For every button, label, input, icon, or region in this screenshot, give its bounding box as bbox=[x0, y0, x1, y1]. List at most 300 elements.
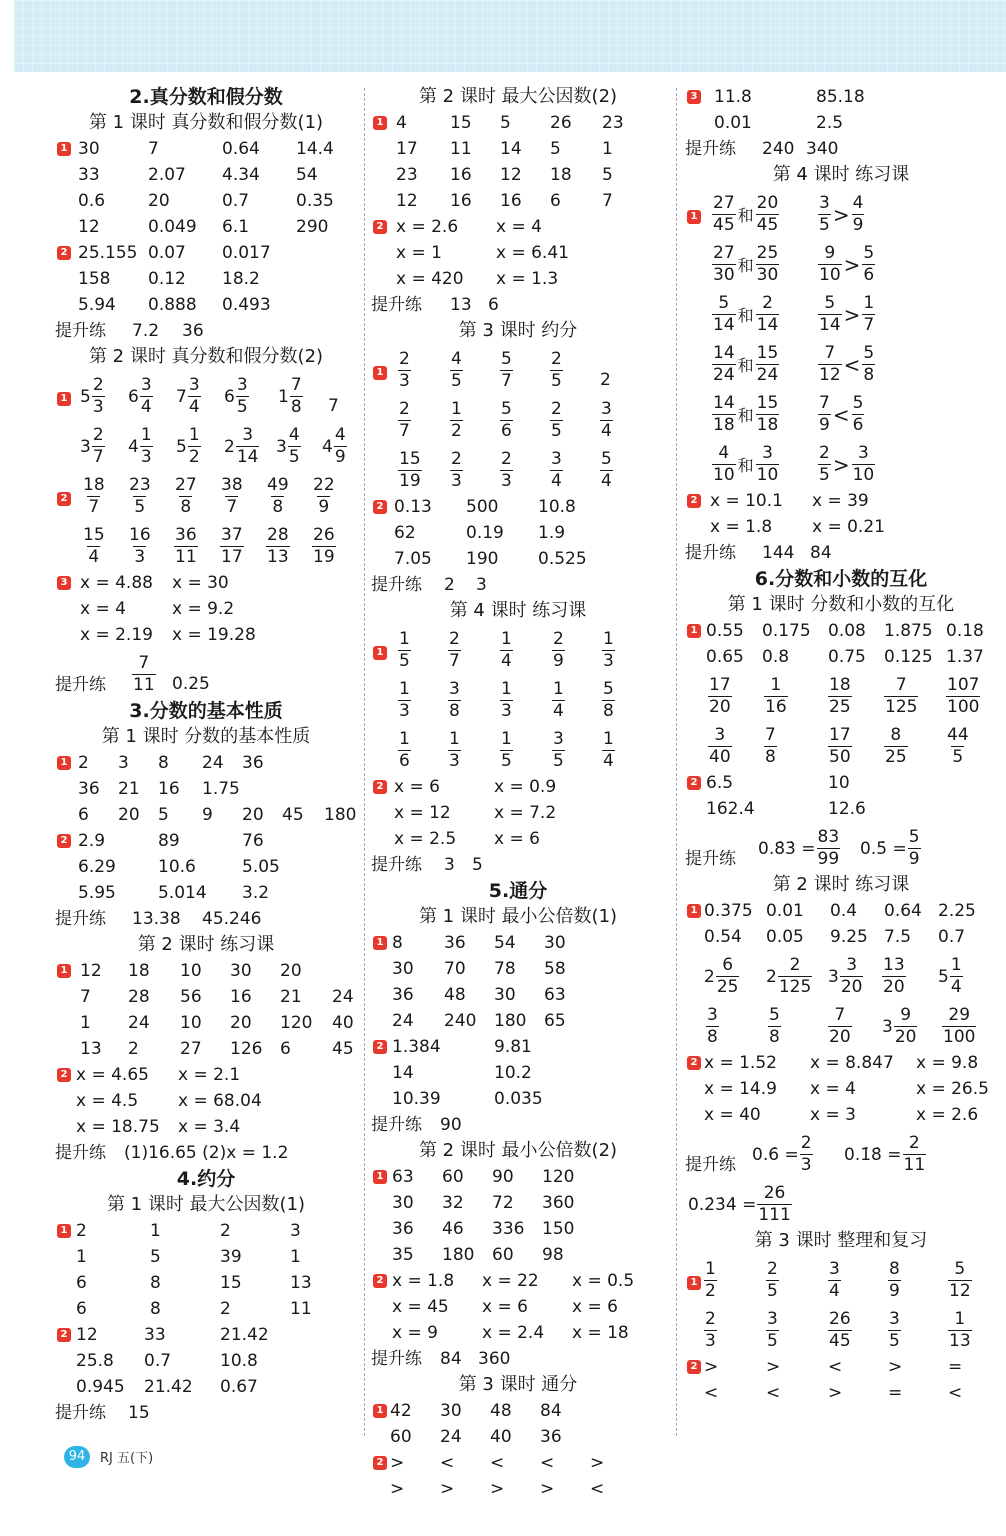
fraction bbox=[600, 451, 613, 490]
denominator: 100 bbox=[947, 697, 980, 717]
denominator: 9 bbox=[318, 497, 330, 517]
fraction bbox=[778, 957, 812, 996]
answer-value: 12 bbox=[76, 1325, 98, 1345]
answer-value: 27 bbox=[180, 1039, 202, 1059]
answer-row bbox=[682, 1178, 1000, 1228]
answer-value: 84 bbox=[540, 1401, 562, 1421]
answer-row bbox=[368, 394, 668, 444]
answer-value: 84 bbox=[810, 543, 832, 563]
numerator: 16 bbox=[129, 525, 151, 545]
question-number-badge: 1 bbox=[687, 624, 701, 638]
numerator: 20 bbox=[756, 193, 779, 213]
numerator: 2 bbox=[553, 629, 564, 649]
answer-row bbox=[52, 1322, 360, 1348]
denominator: 5 bbox=[553, 751, 564, 771]
answer-row bbox=[368, 674, 668, 724]
answer-row bbox=[368, 572, 668, 598]
answer-value: 4.34 bbox=[222, 165, 260, 185]
answer-cell bbox=[220, 477, 244, 516]
whole-part: 3 bbox=[828, 966, 839, 987]
numerator: 1 bbox=[399, 729, 410, 749]
answer-value: x = 4.65 bbox=[76, 1065, 149, 1085]
fraction bbox=[550, 401, 563, 440]
answer-row bbox=[368, 1476, 668, 1502]
answer-value: 7.5 bbox=[884, 927, 912, 947]
answer-row bbox=[682, 1254, 1000, 1304]
denominator: 30 bbox=[756, 265, 779, 285]
denominator: 25 bbox=[829, 697, 851, 717]
fraction bbox=[236, 427, 260, 466]
denominator: 9 bbox=[908, 849, 920, 869]
answer-row bbox=[682, 540, 1000, 566]
answer-cell bbox=[322, 427, 347, 466]
answer-value: 18.2 bbox=[222, 269, 260, 289]
answer-value: 17 bbox=[396, 139, 418, 159]
section-title: 6.分数和小数的互化 bbox=[754, 568, 928, 590]
answer-cell bbox=[176, 377, 201, 416]
answer-value: 1.9 bbox=[538, 523, 566, 543]
fraction bbox=[128, 477, 152, 516]
answer-value: 120 bbox=[280, 1013, 313, 1033]
denominator: 2 bbox=[705, 1281, 716, 1301]
answer-value: > bbox=[540, 1479, 555, 1499]
answer-value: 89 bbox=[158, 831, 180, 851]
numerator: 26 bbox=[829, 1309, 851, 1329]
denominator: 7 bbox=[449, 651, 460, 671]
numerator: 14 bbox=[713, 343, 735, 363]
fraction bbox=[948, 1311, 972, 1350]
answer-value: 1 bbox=[150, 1221, 161, 1241]
answer-row bbox=[682, 438, 1000, 488]
column-divider bbox=[676, 88, 677, 1436]
answer-value: 240 bbox=[444, 1011, 477, 1031]
denominator: 3 bbox=[134, 547, 146, 567]
question-number-badge: 2 bbox=[373, 1040, 387, 1054]
answer-value: 28 bbox=[128, 987, 150, 1007]
answer-value: 8 bbox=[158, 753, 169, 773]
fraction bbox=[704, 1261, 717, 1300]
answer-value: 0.67 bbox=[220, 1377, 258, 1397]
whole-part: 3 bbox=[80, 436, 91, 457]
denominator: 14 bbox=[713, 315, 735, 335]
denominator: 8 bbox=[272, 497, 284, 517]
fraction bbox=[818, 295, 842, 334]
answer-value: 0.01 bbox=[714, 113, 752, 133]
answer-cell bbox=[128, 427, 153, 466]
answer-row bbox=[682, 388, 1000, 438]
answer-row bbox=[682, 84, 1000, 110]
answer-value: 5 bbox=[150, 1247, 161, 1267]
answer-value: 12 bbox=[80, 961, 102, 981]
answer-value: 12 bbox=[78, 217, 100, 237]
practice-label: 提升练 bbox=[55, 675, 106, 695]
numerator: 5 bbox=[863, 243, 875, 263]
answer-row bbox=[368, 162, 668, 188]
fraction bbox=[312, 477, 336, 516]
answer-value: 2.25 bbox=[938, 901, 976, 921]
answer-value: x = 39 bbox=[812, 491, 869, 511]
denominator: 7 bbox=[88, 497, 100, 517]
answer-value: 12.6 bbox=[828, 799, 866, 819]
fraction bbox=[884, 727, 908, 766]
answer-value: 40 bbox=[332, 1013, 354, 1033]
denominator: 40 bbox=[709, 747, 731, 767]
denominator: 19 bbox=[399, 471, 421, 491]
answer-cell bbox=[946, 727, 970, 766]
answer-cell bbox=[450, 401, 463, 440]
practice-label: 提升练 bbox=[685, 1155, 736, 1175]
answer-value: 60 bbox=[390, 1427, 412, 1447]
answer-value: x = 0.9 bbox=[494, 777, 557, 797]
answer-cell bbox=[398, 451, 422, 490]
answer-value: 8 bbox=[150, 1273, 161, 1293]
fraction bbox=[768, 1007, 781, 1046]
numerator: 1 bbox=[553, 679, 564, 699]
answer-value: 18 bbox=[128, 961, 150, 981]
answer-value: 13 bbox=[80, 1039, 102, 1059]
answer-row bbox=[682, 1128, 1000, 1178]
answer-row bbox=[368, 266, 668, 292]
practice-label: 提升练 bbox=[55, 1403, 106, 1423]
answer-value: 11 bbox=[290, 1299, 312, 1319]
denominator: 3 bbox=[603, 651, 614, 671]
denominator: 5 bbox=[952, 747, 964, 767]
fraction bbox=[894, 1007, 918, 1046]
question-number-badge: 1 bbox=[57, 756, 71, 770]
fraction bbox=[828, 1311, 852, 1350]
answer-value: 30 bbox=[494, 985, 516, 1005]
column-divider bbox=[364, 88, 365, 1436]
answer-value: x = 1.3 bbox=[496, 269, 559, 289]
numerator: 3 bbox=[551, 449, 562, 469]
answer-value: 9.25 bbox=[830, 927, 868, 947]
fraction bbox=[500, 351, 513, 390]
answer-row bbox=[368, 724, 668, 774]
denominator: 4 bbox=[188, 397, 200, 417]
numerator: 83 bbox=[817, 827, 840, 847]
answer-cell bbox=[174, 527, 198, 566]
answer-cell bbox=[448, 631, 461, 670]
answer-row bbox=[682, 822, 1000, 872]
denominator: 3 bbox=[399, 371, 410, 391]
answer-row bbox=[368, 1060, 668, 1086]
answer-value: 5 bbox=[550, 139, 561, 159]
question-number-badge: 1 bbox=[57, 964, 71, 978]
denominator: 4 bbox=[88, 547, 100, 567]
answer-value: 36 bbox=[392, 985, 414, 1005]
answer-value: 30 bbox=[78, 139, 100, 159]
fraction bbox=[757, 1185, 791, 1224]
denominator: 16 bbox=[765, 697, 787, 717]
answer-cell bbox=[818, 245, 875, 284]
answer-value: 48 bbox=[490, 1401, 512, 1421]
answer-cell bbox=[550, 451, 563, 490]
numerator: 8 bbox=[889, 1259, 900, 1279]
fraction bbox=[862, 345, 875, 384]
answer-value: 23 bbox=[602, 113, 624, 133]
answer-value: 2 bbox=[220, 1221, 231, 1241]
answer-value: 20 bbox=[242, 805, 264, 825]
numerator: 15 bbox=[83, 525, 105, 545]
answer-cell bbox=[132, 655, 156, 694]
answer-row bbox=[368, 188, 668, 214]
denominator: 4 bbox=[603, 751, 614, 771]
answer-cell bbox=[266, 527, 290, 566]
question-number-badge: 2 bbox=[687, 1360, 701, 1374]
answer-row bbox=[682, 670, 1000, 720]
denominator: 5 bbox=[767, 1331, 778, 1351]
denominator: 20 bbox=[883, 977, 905, 997]
answer-value: 20 bbox=[118, 805, 140, 825]
answer-cell bbox=[882, 957, 906, 996]
fraction bbox=[828, 1007, 852, 1046]
numerator: 1 bbox=[501, 679, 512, 699]
denominator: 10 bbox=[756, 465, 779, 485]
numerator: 3 bbox=[819, 193, 830, 213]
question-number-badge: 1 bbox=[373, 936, 387, 950]
answer-value: 5 bbox=[500, 113, 511, 133]
answer-cell bbox=[818, 295, 875, 334]
numerator: 1 bbox=[399, 679, 410, 699]
answer-value: 7 bbox=[80, 987, 91, 1007]
denominator: 5 bbox=[134, 497, 146, 517]
answer-value: 39 bbox=[220, 1247, 242, 1267]
answer-value: 1 bbox=[290, 1247, 301, 1267]
whole-part: 6 bbox=[128, 386, 139, 407]
question-number-badge: 1 bbox=[57, 142, 71, 156]
whole-part: 3 bbox=[882, 1016, 893, 1037]
answer-value: 60 bbox=[442, 1167, 464, 1187]
answer-value: x = 6 bbox=[482, 1297, 528, 1317]
denominator: 4 bbox=[140, 397, 152, 417]
question-number-badge: 2 bbox=[687, 494, 701, 508]
fraction bbox=[764, 677, 788, 716]
answer-row bbox=[52, 370, 360, 420]
answer-value: x = 3.4 bbox=[178, 1117, 241, 1137]
lesson-heading: 第 2 课时 最大公因数(2) bbox=[418, 86, 618, 107]
answer-value: 0.64 bbox=[222, 139, 260, 159]
answer-value: 2.5 bbox=[816, 113, 844, 133]
answer-column-2 bbox=[368, 84, 668, 1502]
answer-cell bbox=[550, 401, 563, 440]
whole-part: 6 bbox=[224, 386, 235, 407]
answer-row bbox=[368, 1268, 668, 1294]
fraction bbox=[220, 477, 244, 516]
denominator: 3 bbox=[501, 471, 512, 491]
question-number-badge: 1 bbox=[373, 116, 387, 130]
answer-value: 0.64 bbox=[884, 901, 922, 921]
fraction bbox=[602, 731, 615, 770]
denominator: 8 bbox=[449, 701, 460, 721]
lesson-heading: 第 1 课时 分数的基本性质 bbox=[101, 726, 311, 747]
fraction bbox=[550, 451, 563, 490]
numerator: 1 bbox=[954, 1309, 966, 1329]
numerator: 2 bbox=[800, 1133, 812, 1153]
answer-row bbox=[52, 420, 360, 470]
fraction bbox=[828, 677, 852, 716]
answer-value: 4 bbox=[396, 113, 407, 133]
denominator: 11 bbox=[133, 675, 155, 695]
answer-row bbox=[368, 774, 668, 800]
answer-value: 36 bbox=[444, 933, 466, 953]
answer-row bbox=[682, 110, 1000, 136]
answer-row bbox=[682, 770, 1000, 796]
denominator: 20 bbox=[709, 697, 731, 717]
whole-part: 5 bbox=[176, 436, 187, 457]
numerator: 5 bbox=[769, 1005, 780, 1025]
answer-value: 3.2 bbox=[242, 883, 270, 903]
answer-value: 24 bbox=[440, 1427, 462, 1447]
answer-cell bbox=[712, 245, 779, 284]
denominator: 4 bbox=[829, 1281, 840, 1301]
answer-value: x = 1.8 bbox=[392, 1271, 455, 1291]
practice-label: 提升练 bbox=[685, 849, 736, 869]
answer-cell bbox=[552, 631, 565, 670]
answer-cell bbox=[818, 345, 875, 384]
fraction bbox=[220, 527, 244, 566]
denominator: 7 bbox=[226, 497, 238, 517]
question-number-badge: 1 bbox=[687, 1276, 701, 1290]
question-number-badge: 2 bbox=[373, 500, 387, 514]
answer-value: 6 bbox=[76, 1299, 87, 1319]
answer-value: 0.01 bbox=[766, 901, 804, 921]
answer-cell bbox=[128, 527, 152, 566]
fraction bbox=[712, 295, 736, 334]
answer-cell bbox=[602, 731, 615, 770]
answer-row bbox=[682, 720, 1000, 770]
answer-cell bbox=[712, 395, 779, 434]
answer-value: 3 bbox=[444, 855, 455, 875]
answer-value: > bbox=[490, 1479, 505, 1499]
fraction bbox=[946, 727, 970, 766]
answer-value: 11.8 bbox=[714, 87, 752, 107]
fraction bbox=[942, 1007, 976, 1046]
answer-value: < bbox=[828, 1357, 843, 1377]
answer-row bbox=[682, 136, 1000, 162]
answer-value: 0.55 bbox=[706, 621, 744, 641]
answer-cell bbox=[552, 681, 565, 720]
practice-label: 提升练 bbox=[685, 543, 736, 563]
answer-row bbox=[368, 240, 668, 266]
answer-value: 33 bbox=[78, 165, 100, 185]
answer-row bbox=[52, 750, 360, 776]
answer-row bbox=[52, 1062, 360, 1088]
answer-cell bbox=[448, 681, 461, 720]
answer-value: 10.39 bbox=[392, 1089, 441, 1109]
answer-row bbox=[682, 1354, 1000, 1380]
answer-value: x = 3 bbox=[810, 1105, 856, 1125]
answer-value: 25.8 bbox=[76, 1351, 114, 1371]
denominator: 9 bbox=[334, 447, 346, 467]
answer-value: 240 bbox=[762, 139, 795, 159]
numerator: 7 bbox=[824, 343, 836, 363]
answer-cell bbox=[818, 395, 864, 434]
answer-value: x = 420 bbox=[396, 269, 464, 289]
numerator: 5 bbox=[824, 293, 836, 313]
fraction bbox=[398, 681, 411, 720]
fraction bbox=[550, 351, 563, 390]
answer-value: < bbox=[440, 1453, 455, 1473]
answer-row bbox=[52, 136, 360, 162]
denominator: 5 bbox=[236, 397, 248, 417]
whole-part: 0.5̇ = bbox=[860, 838, 907, 859]
answer-row bbox=[368, 136, 668, 162]
answer-cell bbox=[224, 377, 249, 416]
answer-cell bbox=[500, 401, 513, 440]
question-number-badge: 2 bbox=[373, 780, 387, 794]
answer-cell bbox=[888, 1311, 901, 1350]
answer-value: 36 bbox=[182, 321, 204, 341]
whole-part: 2 bbox=[766, 966, 777, 987]
section-title: 3.分数的基本性质 bbox=[129, 700, 283, 722]
fraction bbox=[92, 427, 105, 466]
lesson-heading: 第 4 课时 练习课 bbox=[772, 164, 910, 185]
denominator: 45 bbox=[756, 215, 779, 235]
fraction bbox=[266, 477, 290, 516]
fraction bbox=[888, 1311, 901, 1350]
answer-value: 126 bbox=[230, 1039, 263, 1059]
fraction bbox=[756, 445, 780, 484]
fraction bbox=[500, 401, 513, 440]
practice-label: 提升练 bbox=[371, 1115, 422, 1135]
denominator: 50 bbox=[829, 747, 851, 767]
answer-value: 0.25 bbox=[172, 674, 210, 694]
denominator: 6 bbox=[501, 421, 512, 441]
answer-value: 6.5 bbox=[706, 773, 734, 793]
fraction bbox=[448, 731, 461, 770]
fraction bbox=[552, 631, 565, 670]
numerator: 3 bbox=[140, 375, 152, 395]
answer-value: 0.18 bbox=[946, 621, 984, 641]
fraction bbox=[174, 477, 198, 516]
numerator: 49 bbox=[267, 475, 289, 495]
denominator: 11 bbox=[903, 1155, 926, 1175]
answer-value: x = 14.9 bbox=[704, 1079, 777, 1099]
answer-value: x = 2.19 bbox=[80, 625, 153, 645]
numerator: 18 bbox=[829, 675, 851, 695]
answer-cell bbox=[706, 1007, 719, 1046]
answer-cell bbox=[398, 401, 411, 440]
answer-row bbox=[368, 1294, 668, 1320]
answer-cell bbox=[398, 631, 411, 670]
answer-value: 0.08 bbox=[828, 621, 866, 641]
denominator: 7 bbox=[399, 421, 410, 441]
answer-value: 2 bbox=[600, 370, 611, 390]
fraction bbox=[882, 957, 906, 996]
numerator: 37 bbox=[221, 525, 243, 545]
answer-row bbox=[52, 828, 360, 854]
answer-cell bbox=[602, 631, 615, 670]
practice-label: 提升练 bbox=[685, 139, 736, 159]
answer-value: 23 bbox=[396, 165, 418, 185]
answer-value: 2.9 bbox=[78, 831, 106, 851]
answer-row bbox=[52, 622, 360, 648]
answer-value: > bbox=[440, 1479, 455, 1499]
numerator: 3 bbox=[601, 399, 612, 419]
answer-value: 15 bbox=[450, 113, 472, 133]
denominator: 8 bbox=[765, 747, 776, 767]
answer-row bbox=[368, 624, 668, 674]
answer-value: 36 bbox=[540, 1427, 562, 1447]
numerator: 3 bbox=[553, 729, 564, 749]
answer-cell bbox=[828, 957, 863, 996]
denominator: 5 bbox=[551, 371, 562, 391]
numerator: 3 bbox=[762, 443, 773, 463]
answer-cell bbox=[828, 727, 852, 766]
answer-row bbox=[368, 852, 668, 878]
answer-cell bbox=[448, 731, 461, 770]
answer-row bbox=[52, 1374, 360, 1400]
